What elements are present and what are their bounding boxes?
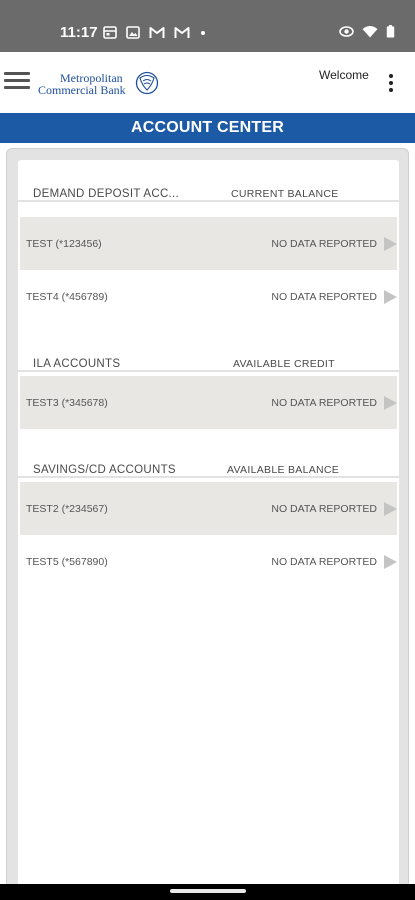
bank-logo — [38, 70, 162, 100]
account-row[interactable] — [20, 482, 397, 535]
logo-line2: Commercial Bank — [38, 83, 126, 97]
section-title: SAVINGS/CD ACCOUNTS — [33, 464, 176, 476]
section-header-ila — [18, 330, 399, 372]
account-balance: NO DATA REPORTED — [271, 397, 377, 409]
dot-icon — [199, 26, 207, 39]
account-row[interactable] — [20, 217, 397, 270]
section-column-label: CURRENT BALANCE — [231, 188, 339, 200]
status-bar — [0, 0, 415, 52]
more-options-icon[interactable] — [386, 74, 396, 94]
system-icons — [339, 25, 395, 38]
account-balance: NO DATA REPORTED — [271, 238, 377, 250]
navigation-bar — [0, 884, 415, 900]
section-title: DEMAND DEPOSIT ACC... — [33, 188, 180, 200]
chevron-right-icon — [384, 555, 397, 569]
status-time: 11:17 — [60, 24, 98, 41]
chevron-right-icon — [384, 502, 397, 516]
welcome-text: Welcome — [319, 68, 369, 82]
chevron-right-icon — [384, 290, 397, 304]
section-header-demand-deposit — [18, 160, 399, 202]
account-balance: NO DATA REPORTED — [271, 556, 377, 568]
accounts-list — [18, 160, 399, 889]
chevron-right-icon — [384, 396, 397, 410]
account-row[interactable] — [20, 376, 397, 429]
wifi-icon — [362, 25, 378, 38]
gmail-icon — [174, 26, 190, 39]
account-name: TEST4 (*456789) — [26, 291, 108, 303]
logo-line1: Metropolitan — [60, 71, 123, 85]
eye-icon — [339, 25, 354, 38]
account-name: TEST2 (*234567) — [26, 503, 108, 515]
account-name: TEST3 (*345678) — [26, 397, 108, 409]
chevron-right-icon — [384, 237, 397, 251]
calendar-icon — [103, 26, 117, 39]
section-column-label: AVAILABLE BALANCE — [227, 464, 340, 476]
accounts-panel — [6, 148, 409, 888]
account-balance: NO DATA REPORTED — [271, 291, 377, 303]
battery-icon — [386, 25, 395, 38]
image-icon — [126, 26, 140, 39]
section-header-savings-cd — [18, 436, 399, 478]
notification-icons — [103, 26, 207, 39]
account-balance: NO DATA REPORTED — [271, 503, 377, 515]
account-name: TEST (*123456) — [26, 238, 102, 250]
section-title: ILA ACCOUNTS — [33, 358, 121, 370]
logo-emblem-icon — [134, 70, 160, 96]
account-row[interactable] — [20, 270, 397, 323]
page-title: ACCOUNT CENTER — [0, 113, 415, 143]
section-column-label: AVAILABLE CREDIT — [233, 358, 335, 370]
gmail-icon — [149, 26, 165, 39]
app-header — [0, 52, 415, 113]
account-row[interactable] — [20, 535, 397, 588]
account-name: TEST5 (*567890) — [26, 556, 108, 568]
home-gesture-handle[interactable] — [170, 889, 246, 893]
menu-icon[interactable] — [4, 72, 30, 92]
